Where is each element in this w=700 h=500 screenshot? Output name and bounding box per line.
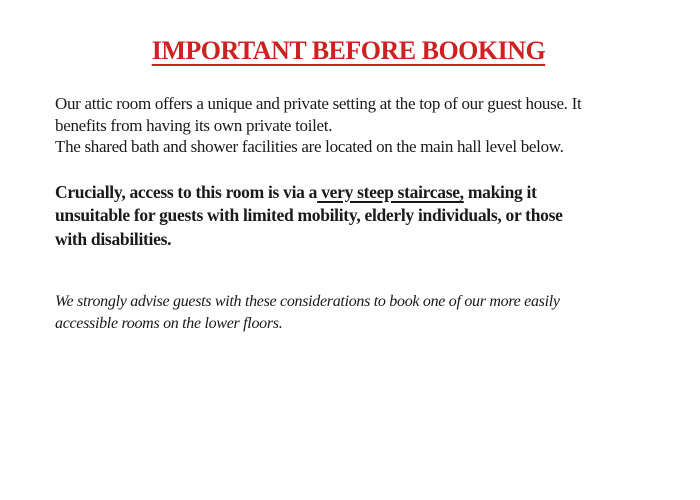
advice-line-1: We strongly advise guests with these considerations to book one of our more easily [55,293,560,310]
warning-line-1 [55,181,642,205]
warning-line-3: with disabilities. [55,228,172,249]
warning-line-1-pre: Crucially, access to this room is via a [55,181,318,202]
warning-line-2: unsuitable for guests with limited mobility, elderly individuals, or those [55,205,563,225]
intro-line-2: benefits from having its own private toilet. [55,115,333,135]
advice-paragraph [55,291,642,335]
warning-line-1-post: making it [463,181,537,202]
intro-line-3: The shared bath and shower facilities are located on the main hall level below. [55,137,564,156]
intro-paragraph [55,93,642,158]
intro-line-1: Our attic room offers a unique and private setting at the top of our guest house. It [55,94,582,113]
page-title-text: IMPORTANT BEFORE BOOKING [151,36,546,65]
advice-line-2: accessible rooms on the lower floors. [55,315,283,332]
warning-underlined-phrase: very steep staircase, [317,181,464,202]
page-title [55,36,642,66]
warning-paragraph [55,181,642,252]
